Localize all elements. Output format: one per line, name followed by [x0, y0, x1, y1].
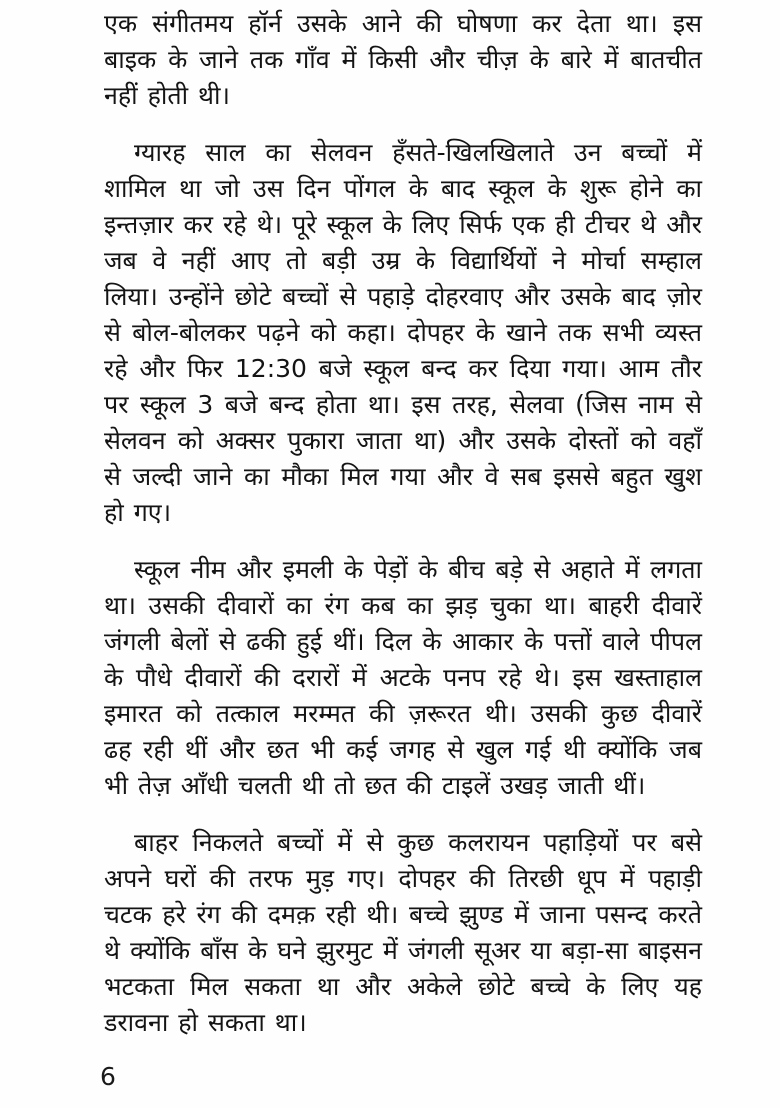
paragraph: एक संगीतमय हॉर्न उसके आने की घोषणा कर देता था। इस बाइक के जाने तक गाँव में किसी और चीज़ के बारे में बातचीत नहीं होती थी। [104, 9, 702, 110]
paragraph: ग्यारह साल का सेलवन हँसते-खिलखिलाते उन बच्चों में शामिल था जो उस दिन पोंगल के बाद स्कूल के शुरू होने का इन्तज़ार कर रहे थे। पूरे स्कूल के लिए सिर्फ एक ही टीचर थे और जब वे नहीं आए तो बड़ी उम्र के विद्यार्थियों ने मोर्चा सम्हाल लिया। उन्होंने छोटे बच्चों से पहाड़े दोहरवाए और उसके बाद ज़ोर से बोल-बोलकर पढ़ने को कहा। दोपहर के खाने तक सभी व्यस्त रहे और फिर 12:30 बजे स्कूल बन्द कर दिया गया। आम तौर पर स्कूल 3 बजे बन्द होता था। इस तरह, सेलवा (जिस नाम से सेलवन को अक्सर पुकारा जाता था) और उसके दोस्तों को वहाँ से जल्दी जाने का मौका मिल गया और वे सब इससे बहुत खुश हो गए। [104, 138, 702, 527]
paragraph: बाहर निकलते बच्चों में से कुछ कलरायन पहाड़ियों पर बसे अपने घरों की तरफ मुड़ गए। दोपहर की तिरछी धूप में पहाड़ी चटक हरे रंग की दमक़ रही थी। बच्चे झुण्ड में जाना पसन्द करते थे क्योंकि बाँस के घने झुरमुट में जंगली सूअर या बड़ा-सा बाइसन भटकता मिल सकता था और अकेले छोटे बच्चे के लिए यह डरावना हो सकता था। [104, 828, 702, 1037]
page-number: 6 [100, 1062, 116, 1091]
paragraph: स्कूल नीम और इमली के पेड़ों के बीच बड़े से अहाते में लगता था। उसकी दीवारों का रंग कब का झड़ चुका था। बाहरी दीवारें जंगली बेलों से ढकी हुई थीं। दिल के आकार के पत्तों वाले पीपल के पौधे दीवारों की दरारों में अटके पनप रहे थे। इस खस्ताहाल इमारत को तत्काल मरम्मत की ज़रूरत थी। उसकी कुछ दीवारें ढह रही थीं और छत भी कई जगह से खुल गई थी क्योंकि जब भी तेज़ आँधी चलती थी तो छत की टाइलें उखड़ जाती थीं। [104, 555, 702, 800]
page-text [104, 6, 702, 1062]
